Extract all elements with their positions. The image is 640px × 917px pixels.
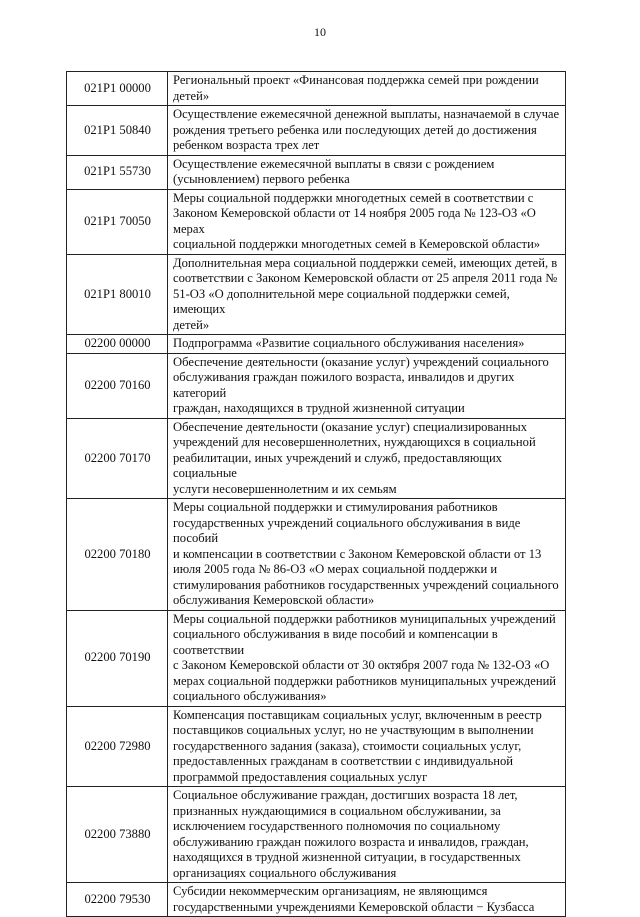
description-line: предоставленных гражданам в соответствии с индивидуальной bbox=[173, 754, 514, 768]
row-description bbox=[168, 106, 566, 156]
description-line: обслуживания граждан пожилого возраста, инвалидов и других категорий bbox=[173, 370, 515, 400]
row-description bbox=[168, 189, 566, 254]
description-line: и компенсации в соответствии с Законом Кемеровской области от 13 bbox=[173, 546, 542, 561]
description-line: Подпрограмма «Развитие социального обслуживания населения» bbox=[173, 336, 525, 350]
description-line: услуги несовершеннолетним и их семьям bbox=[173, 481, 397, 496]
row-description bbox=[168, 418, 566, 499]
description-line: организациях социального обслуживания bbox=[173, 865, 397, 880]
description-line: Меры социальной поддержки многодетных семей в соответствии с bbox=[173, 190, 534, 205]
description-line: Субсидии некоммерческим организациям, не являющимся bbox=[173, 884, 488, 898]
table-row bbox=[67, 72, 566, 106]
table-body bbox=[67, 72, 566, 917]
table-row bbox=[67, 254, 566, 335]
table-row bbox=[67, 189, 566, 254]
description-line: июля 2005 года № 86-ОЗ «О мерах социальной поддержки и bbox=[173, 562, 498, 576]
description-line: Меры социальной поддержки и стимулирования работников bbox=[173, 500, 498, 514]
description-line: государственными учреждениями Кемеровской области − Кузбасса bbox=[173, 899, 535, 914]
description-line: (усыновлением) первого ребенка bbox=[173, 172, 350, 186]
description-line: исключением государственного полномочия по социальному bbox=[173, 819, 501, 833]
table-row bbox=[67, 499, 566, 611]
row-description bbox=[168, 72, 566, 106]
row-code: 02200 70190 bbox=[67, 610, 168, 706]
description-line: Дополнительная мера социальной поддержки семей, имеющих детей, в bbox=[173, 255, 558, 270]
description-line: граждан, находящихся в трудной жизненной ситуации bbox=[173, 401, 465, 415]
table-row bbox=[67, 610, 566, 706]
page-number: 10 bbox=[314, 25, 326, 39]
description-line: Законом Кемеровской области от 14 ноября 2005 года № 123-ОЗ «О мерах bbox=[173, 206, 536, 236]
table-row bbox=[67, 155, 566, 189]
row-code: 021P1 55730 bbox=[67, 155, 168, 189]
row-description bbox=[168, 353, 566, 418]
budget-classification-table bbox=[66, 71, 566, 917]
row-code: 02200 70180 bbox=[67, 499, 168, 611]
description-line: обслуживания Кемеровской области» bbox=[173, 593, 375, 607]
table-row bbox=[67, 883, 566, 917]
description-line: поставщиков социальных услуг, но не участвующим в выполнении bbox=[173, 723, 534, 737]
description-line: Социальное обслуживание граждан, достигших возраста 18 лет, bbox=[173, 788, 518, 802]
description-line: социальной поддержки многодетных семей в Кемеровской области» bbox=[173, 237, 541, 251]
row-code: 02200 72980 bbox=[67, 706, 168, 787]
row-code: 02200 73880 bbox=[67, 787, 168, 883]
row-description bbox=[168, 706, 566, 787]
row-description bbox=[168, 335, 566, 354]
description-line: государственных учреждений социального обслуживания в виде пособий bbox=[173, 515, 521, 545]
description-line: находящихся в трудной жизненной ситуации, в государственных bbox=[173, 850, 521, 864]
row-description bbox=[168, 155, 566, 189]
description-line: государственного задания (заказа), стоимости социальных услуг, bbox=[173, 738, 522, 753]
row-description bbox=[168, 787, 566, 883]
description-line: реабилитации, иных учреждений и служб, предоставляющих социальные bbox=[173, 450, 502, 480]
description-line: социального обслуживания» bbox=[173, 689, 327, 703]
description-line: Региональный проект «Финансовая поддержка семей при рождении bbox=[173, 73, 539, 87]
description-line: Осуществление ежемесячной выплаты в связи с рождением bbox=[173, 156, 495, 171]
row-description bbox=[168, 610, 566, 706]
row-code: 02200 70170 bbox=[67, 418, 168, 499]
description-line: Обеспечение деятельности (оказание услуг) учреждений социального bbox=[173, 354, 549, 369]
description-line: ребенком возраста трех лет bbox=[173, 138, 320, 152]
row-code: 021P1 80010 bbox=[67, 254, 168, 335]
table-row bbox=[67, 353, 566, 418]
description-line: Осуществление ежемесячной денежной выплаты, назначаемой в случае bbox=[173, 107, 560, 121]
row-description bbox=[168, 883, 566, 917]
row-code: 021P1 50840 bbox=[67, 106, 168, 156]
row-code: 02200 70160 bbox=[67, 353, 168, 418]
description-line: детей» bbox=[173, 88, 210, 103]
description-line: рождения третьего ребенка или последующих детей до достижения bbox=[173, 122, 537, 137]
row-code: 02200 79530 bbox=[67, 883, 168, 917]
table-row bbox=[67, 418, 566, 499]
description-line: мерах социальной поддержки работников муниципальных учреждений bbox=[173, 673, 557, 688]
description-line: программой предоставления социальных услуг bbox=[173, 769, 428, 784]
description-line: учреждений для несовершеннолетних, нуждающихся в социальной bbox=[173, 435, 536, 449]
row-code: 021P1 00000 bbox=[67, 72, 168, 106]
description-line: стимулирования работников государственных учреждений социального bbox=[173, 577, 559, 592]
description-line: социального обслуживания в виде пособий и компенсации в соответствии bbox=[173, 627, 498, 657]
description-line: детей» bbox=[173, 317, 210, 332]
table-row bbox=[67, 787, 566, 883]
table-row bbox=[67, 706, 566, 787]
row-description bbox=[168, 254, 566, 335]
table-row bbox=[67, 335, 566, 354]
description-line: признанных нуждающимися в социальном обслуживании, за bbox=[173, 803, 501, 818]
row-code: 02200 00000 bbox=[67, 335, 168, 354]
description-line: обслуживанию граждан пожилого возраста и инвалидов, граждан, bbox=[173, 834, 529, 849]
description-line: соответствии с Законом Кемеровской области от 25 апреля 2011 года № bbox=[173, 271, 558, 285]
description-line: 51-ОЗ «О дополнительной мере социальной поддержки семей, имеющих bbox=[173, 286, 510, 316]
description-line: с Законом Кемеровской области от 30 октября 2007 года № 132-ОЗ «О bbox=[173, 658, 550, 672]
description-line: Обеспечение деятельности (оказание услуг) специализированных bbox=[173, 419, 528, 434]
row-code: 021P1 70050 bbox=[67, 189, 168, 254]
description-line: Меры социальной поддержки работников муниципальных учреждений bbox=[173, 611, 556, 626]
description-line: Компенсация поставщикам социальных услуг, включенным в реестр bbox=[173, 707, 542, 722]
table-row bbox=[67, 106, 566, 156]
row-description bbox=[168, 499, 566, 611]
